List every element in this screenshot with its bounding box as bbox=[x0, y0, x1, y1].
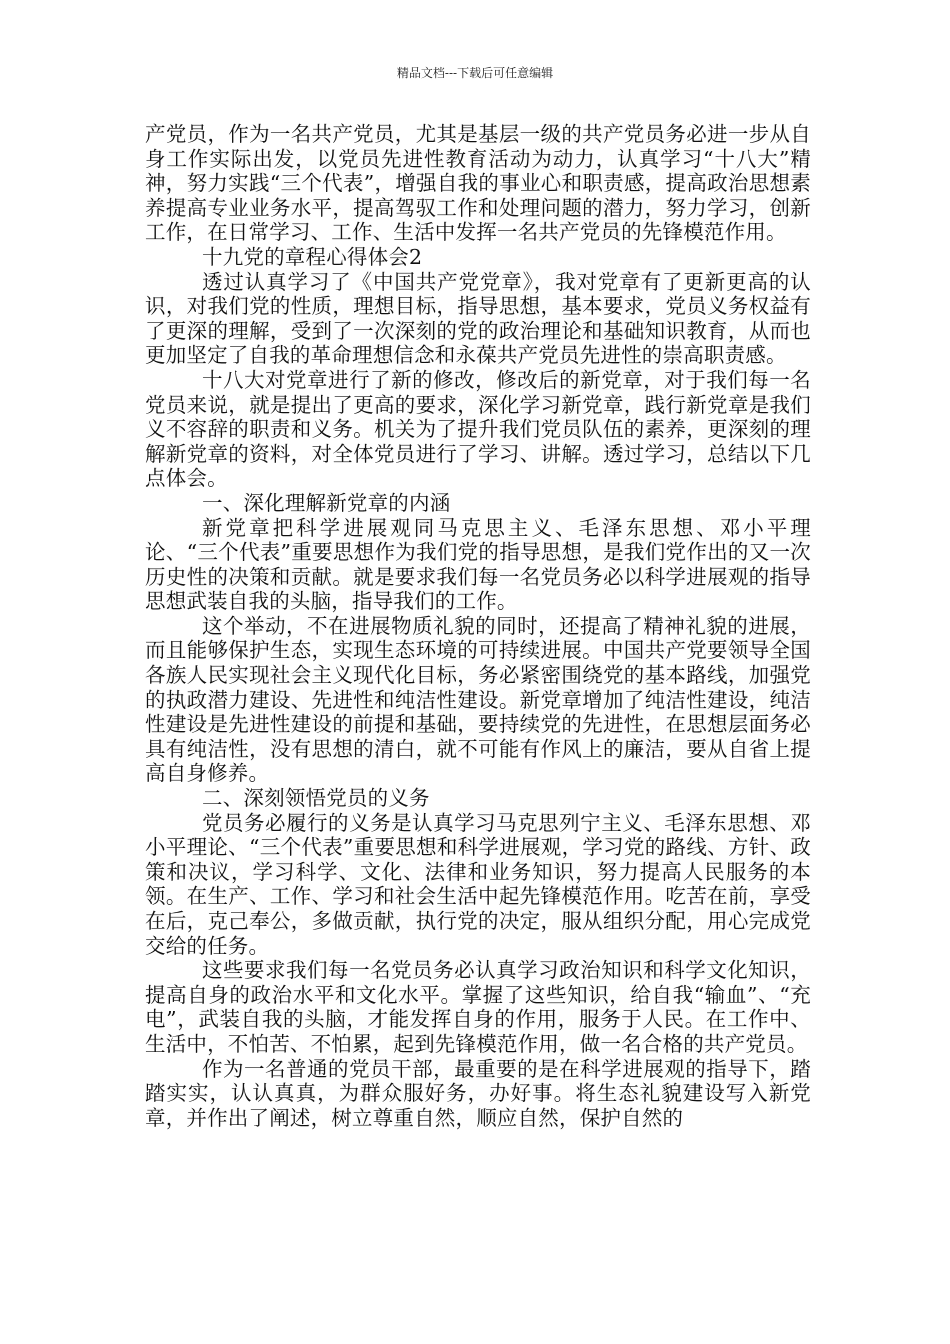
section-heading: 十九党的章程心得体会2 bbox=[202, 244, 423, 269]
paragraph: 这些要求我们每一名党员务必认真学习政治知识和科学文化知识，提高自身的政治水平和文化水平。掌握了这些知识，给自我“输血”、“充电”，武装自我的头脑，才能发挥自身的作用，服务于人民。在工作中、生活中，不怕苦、不怕累，起到先锋模范作用，做一名合格的共产党员。 bbox=[145, 958, 811, 1056]
section-heading: 二、深刻领悟党员的义务 bbox=[202, 786, 430, 811]
paragraph: 透过认真学习了《中国共产党党章》，我对党章有了更新更高的认识，对我们党的性质，理想目标，指导思想，基本要求，党员义务权益有了更深的理解，受到了一次深刻的党的政治理论和基础知识教育，从而也更加坚定了自我的革命理想信念和永葆共产党员先进性的崇高职责感。 bbox=[145, 269, 811, 368]
paragraph: 新党章把科学进展观同马克思主义、毛泽东思想、邓小平理论、“三个代表”重要思想作为我们党的指导思想，是我们党作出的又一次历史性的决策和贡献。就是要求我们每一名党员务必以科学进展观的指导思想武装自我的头脑，指导我们的工作。 bbox=[145, 515, 811, 614]
paragraph: 作为一名普通的党员干部，最重要的是在科学进展观的指导下，踏踏实实，认认真真，为群众服好务，办好事。将生态礼貌建设写入新党章，并作出了阐述，树立尊重自然，顺应自然，保护自然的 bbox=[145, 1056, 811, 1130]
section-heading: 一、深化理解新党章的内涵 bbox=[202, 490, 451, 515]
document-body bbox=[145, 122, 811, 1130]
page-header: 精品文档---下载后可任意编辑 bbox=[396, 66, 554, 80]
paragraph: 产党员，作为一名共产党员，尤其是基层一级的共产党员务必进一步从自身工作实际出发，以党员先进性教育活动为动力，认真学习“十八大”精神，努力实践“三个代表”，增强自我的事业心和职责感，提高政治思想素养提高专业业务水平，提高驾驭工作和处理问题的潜力，努力学习，创新工作，在日常学习、工作、生活中发挥一名共产党员的先锋模范作用。 bbox=[145, 122, 811, 245]
paragraph: 这个举动，不在进展物质礼貌的同时，还提高了精神礼貌的进展，而且能够保护生态，实现生态环境的可持续进展。中国共产党要领导全国各族人民实现社会主义现代化目标，务必紧密围绕党的基本路线，加强党的执政潜力建设、先进性和纯洁性建设。新党章增加了纯洁性建设，纯洁性建设是先进性建设的前提和基础，要持续党的先进性，在思想层面务必具有纯洁性，没有思想的清白，就不可能有作风上的廉洁，要从自省上提高自身修养。 bbox=[145, 613, 811, 786]
paragraph: 党员务必履行的义务是认真学习马克思列宁主义、毛泽东思想、邓小平理论、“三个代表”重要思想和科学进展观，学习党的路线、方针、政策和决议，学习科学、文化、法律和业务知识，努力提高人民服务的本领。在生产、工作、学习和社会生活中起先锋模范作用。吃苦在前，享受在后，克己奉公，多做贡献，执行党的决定，服从组织分配，用心完成党交给的任务。 bbox=[145, 810, 811, 958]
paragraph: 十八大对党章进行了新的修改，修改后的新党章，对于我们每一名党员来说，就是提出了更高的要求，深化学习新党章，践行新党章是我们义不容辞的职责和义务。机关为了提升我们党员队伍的素养，更深刻的理解新党章的资料，对全体党员进行了学习、讲解。透过学习，总结以下几点体会。 bbox=[145, 367, 811, 491]
